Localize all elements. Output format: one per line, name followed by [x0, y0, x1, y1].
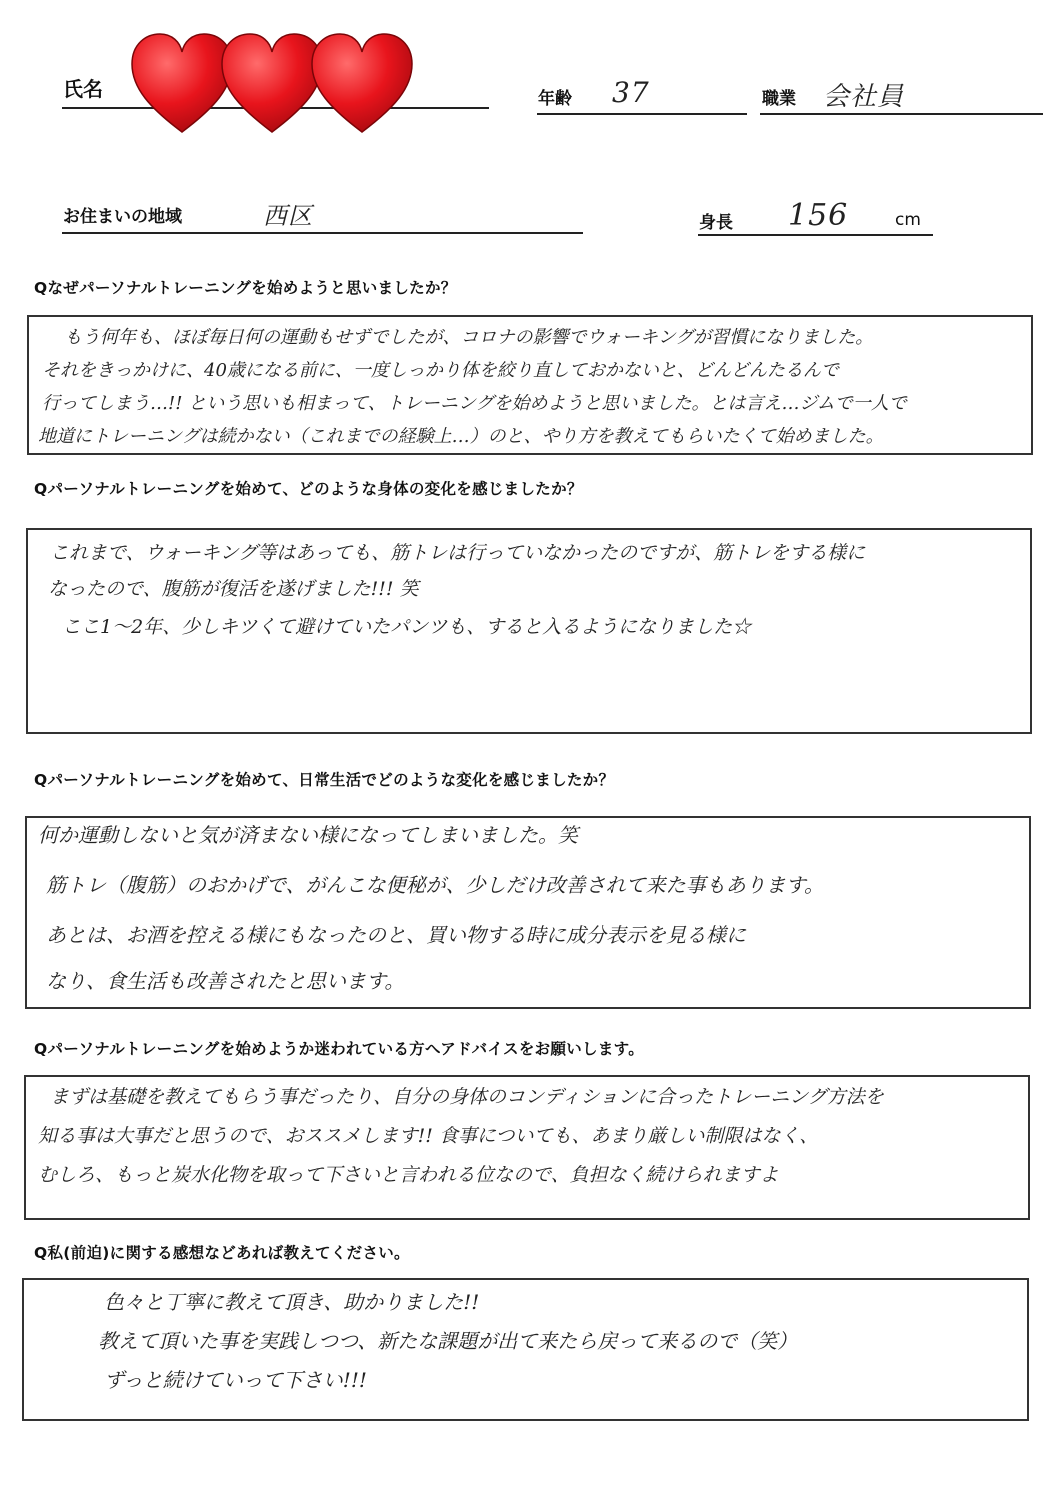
question-3: Qパーソナルトレーニングを始めて、日常生活でどのような変化を感じましたか？ [34, 771, 615, 789]
answer-1-line-4: 地道にトレーニングは続かない（これまでの経験上…）のと、やり方を教えてもらいたくて始めました。 [38, 426, 884, 447]
answer-4-line-2: 知る事は大事だと思うので、おススメします!! 食事についても、あまり厳しい制限はなく、 [38, 1125, 819, 1147]
answer-1-line-1: もう何年も、ほぼ毎日何の運動もせずでしたが、コロナの影響でウォーキングが習慣になりました。 [64, 327, 874, 348]
answer-3-line-4: なり、食生活も改善されたと思います。 [46, 969, 405, 993]
name-label: 氏名 [63, 77, 103, 101]
region-value: 西区 [263, 202, 313, 230]
region-label: お住まいの地域 [63, 207, 182, 227]
answer-5-line-2: 教えて頂いた事を実践しつつ、新たな課題が出て来たら戻って来るので（笑） [98, 1329, 798, 1353]
age-underline [537, 113, 747, 115]
answer-2-line-1: これまで、ウォーキング等はあっても、筋トレは行っていなかったのですが、筋トレをする様に [50, 542, 866, 564]
answer-3-line-1: 何か運動しないと気が済まない様になってしまいました。笑 [38, 823, 578, 847]
question-1: Qなぜパーソナルトレーニングを始めようと思いましたか？ [34, 279, 457, 297]
heart-icon [132, 34, 232, 132]
region-underline [62, 232, 583, 234]
height-label: 身長 [699, 213, 733, 233]
answer-4-line-1: まずは基礎を教えてもらう事だったり、自分の身体のコンディションに合ったトレーニング方法を [50, 1086, 884, 1108]
answer-1-line-3: 行ってしまう…!! という思いも相まって、トレーニングを始めようと思いました。とは言え…ジムで一人で [42, 393, 907, 414]
job-value: 会社員 [823, 82, 905, 112]
heart-icon [222, 34, 322, 132]
answer-4-line-3: むしろ、もっと炭水化物を取って下さいと言われる位なので、負担なく続けられますよ [38, 1164, 779, 1186]
answer-3-line-3: あとは、お酒を控える様にもなったのと、買い物する時に成分表示を見る様に [46, 923, 746, 947]
answer-3-line-2: 筋トレ（腹筋）のおかげで、がんこな便秘が、少しだけ改善されて来た事もあります。 [46, 873, 824, 897]
answer-5-line-1: 色々と丁寧に教えて頂き、助かりました!! [104, 1290, 480, 1314]
age-value: 37 [612, 76, 650, 109]
answer-2-line-2: なったので、腹筋が復活を遂げました!!! 笑 [48, 578, 419, 600]
answer-2-line-3: ここ1〜2年、少しキツくて避けていたパンツも、すると入るようになりました☆ [62, 616, 752, 638]
height-underline [698, 234, 933, 236]
answer-5-line-3: ずっと続けていって下さい!!! [104, 1368, 367, 1392]
question-5: Q私(前迫)に関する感想などあれば教えてください。 [34, 1244, 410, 1262]
job-underline [760, 113, 1043, 115]
question-4: Qパーソナルトレーニングを始めようか迷われている方へアドバイスをお願いします。 [34, 1040, 645, 1058]
height-value: 156 [788, 198, 849, 233]
question-2: Qパーソナルトレーニングを始めて、どのような身体の変化を感じましたか？ [34, 480, 583, 498]
age-label: 年齢 [538, 89, 572, 109]
heart-icon [312, 34, 412, 132]
height-unit: cm [895, 210, 921, 230]
job-label: 職業 [762, 89, 796, 109]
answer-1-line-2: それをきっかけに、40歳になる前に、一度しっかり体を絞り直しておかないと、どんどんたるんで [42, 360, 839, 381]
heart-stickers [130, 30, 420, 140]
